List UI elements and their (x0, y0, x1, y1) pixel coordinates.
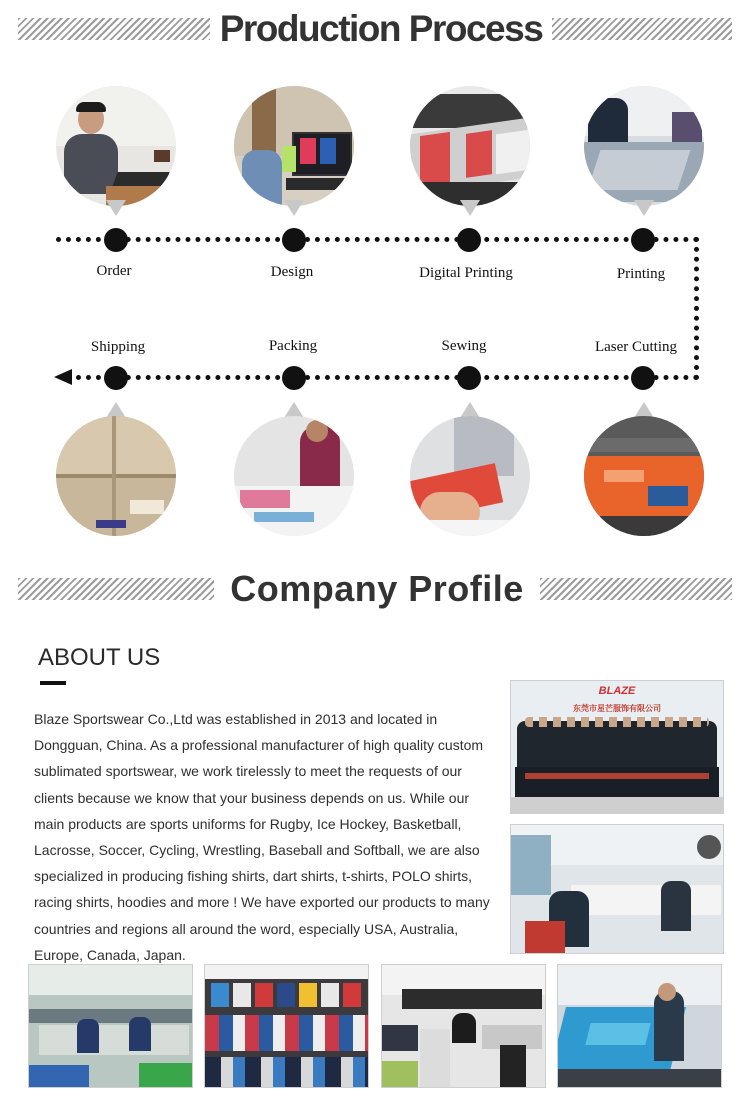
title-stripes-right (552, 18, 732, 40)
profile-title: Company Profile (230, 568, 524, 609)
laser-cutting-photo (584, 396, 704, 536)
profile-stripes-right (540, 578, 732, 600)
step-label-order: Order (96, 263, 132, 279)
step-node-laser-cutting (631, 366, 655, 390)
fabric-cutting-photo (557, 964, 722, 1088)
step-label-sewing: Sewing (441, 338, 487, 354)
step-node-sewing (457, 366, 481, 390)
step-label-digital-printing: Digital Printing (419, 265, 513, 281)
step-node-packing (282, 366, 306, 390)
step-node-order (104, 228, 128, 252)
flow-line-right (694, 237, 699, 380)
team-photo (510, 680, 724, 814)
step-node-design (282, 228, 306, 252)
about-text: Blaze Sportswear Co.,Ltd was established in 2013 and located in Dongguan, China. As a professional manufacturer of high quality custom sublimated sportswear, we work tirelessly to meet the requests of our clients because we know that your business depends on us. While our main products are sports uniforms for Rugby, Ice Hockey, Basketball, Lacrosse, Soccer, Cycling, Wrestling, Baseball and Softball, we are also specialized in producing fishing shirts, dart shirts, t-shirts, POLO shirts, racing shirts, hoodies and more ! We have exported our products to many countries and regions all around the word, especially USA, Australia, Europe, Canada, Japan. (34, 711, 490, 963)
packing-photo (234, 396, 354, 536)
digital-printing-photo (410, 86, 530, 226)
step-label-packing: Packing (268, 338, 318, 354)
shipping-photo (56, 396, 176, 536)
title-stripes-left (18, 18, 210, 40)
production-title: Production Process (219, 8, 543, 49)
order-photo (56, 86, 176, 226)
print-room-photo (381, 964, 546, 1088)
team-photo-logo: BLAZE (598, 685, 636, 697)
about-heading: ABOUT US (38, 644, 161, 671)
profile-stripes-left (18, 578, 214, 600)
printing-photo (584, 86, 704, 226)
step-label-laser-cutting: Laser Cutting (594, 339, 678, 355)
step-label-printing: Printing (616, 266, 666, 282)
design-photo (234, 86, 354, 226)
flow-line-top (56, 237, 699, 242)
team-photo-banner: 东莞市星芒服饰有限公司 (573, 704, 661, 713)
step-label-design: Design (270, 264, 314, 280)
showroom-photo (204, 964, 369, 1088)
step-label-shipping: Shipping (90, 339, 146, 355)
about-heading-underline (40, 681, 66, 685)
office-photo (510, 824, 724, 954)
step-node-shipping (104, 366, 128, 390)
step-node-digital-printing (457, 228, 481, 252)
sewing-workshop-photo (28, 964, 193, 1088)
flow-line-bottom (76, 375, 699, 380)
step-node-printing (631, 228, 655, 252)
flow-arrow-left-icon (54, 369, 72, 385)
sewing-photo (410, 396, 530, 536)
